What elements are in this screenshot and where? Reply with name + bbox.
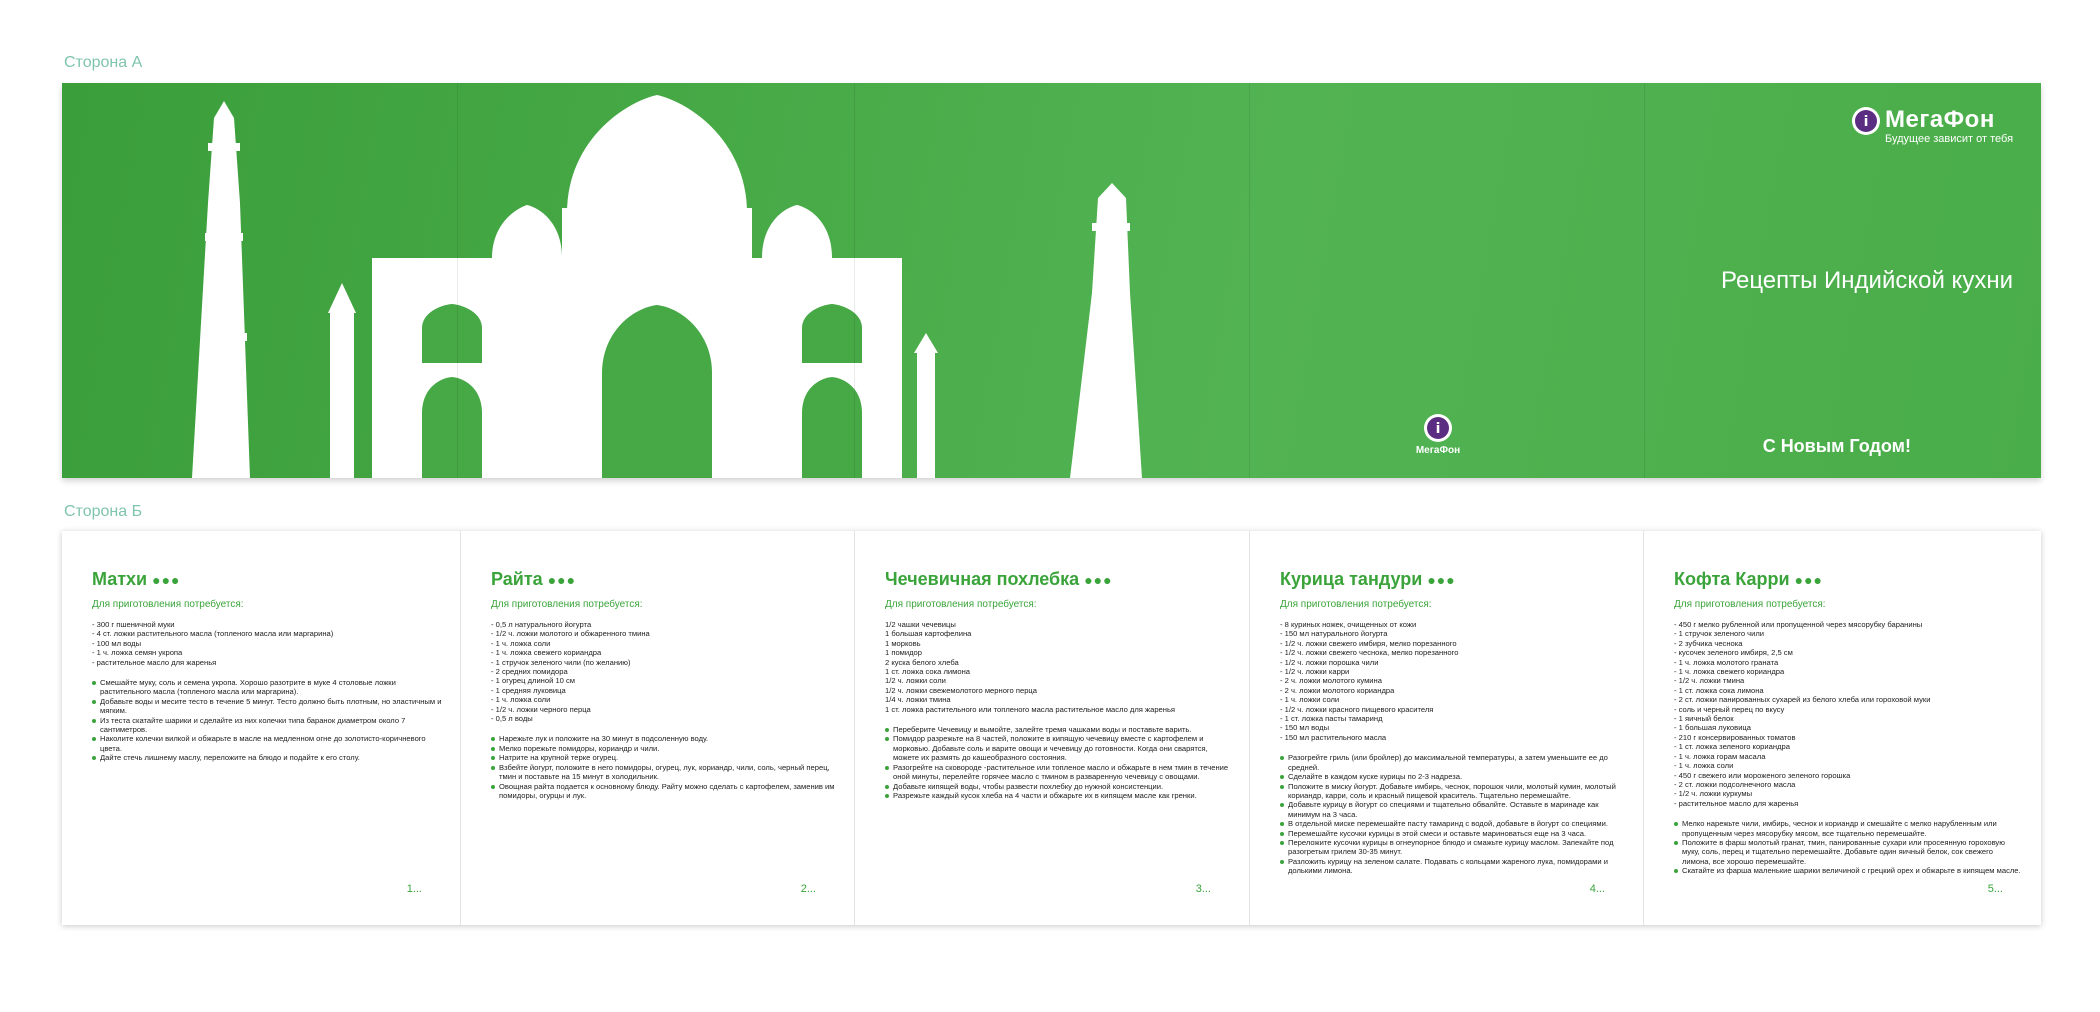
title-dots: ●●● <box>1427 572 1456 588</box>
ingredient-item: - 1 стручок зеленого чили (по желанию) <box>491 657 631 667</box>
step-item: Добавьте воды и месите тесто в течение 5 минут. Тесто должно быть плотным, но эластичным и мягким. <box>92 697 442 716</box>
ingredient-item: - 1 ч. ложка молотого граната <box>1674 657 1779 667</box>
step-item: Добавьте курицу в йогурт со специями и тщательно обвалйте. Оставьте в маринаде как минимум на 3 часа. <box>1280 800 1625 819</box>
page-number: 2... <box>800 883 816 895</box>
step-item: Разрежьте каждый кусок хлеба на 4 части и обжарьте их в кипящем масле как гренки. <box>885 791 1231 800</box>
side-b-label: Сторона Б <box>64 503 143 520</box>
ingredient-item: - 1 ч. ложка соли <box>1674 761 1734 771</box>
ingredient-item: - 1 яичный белок <box>1674 714 1734 724</box>
dome-drum <box>562 208 752 258</box>
ingredient-item: 1/2 ч. ложки свежемолотого мерного перца <box>885 685 1037 695</box>
ingredient-item: - 100 мл воды <box>92 638 142 648</box>
step-item: Переложите кусочки курицы в огнеупорное блюдо и смажьте курицу маслом. Запекайте под разогретым грилем 30-35 минут. <box>1280 838 1625 857</box>
step-item: Дайте стечь лишнему маслу, переложите на блюдо и подайте к его столу. <box>92 753 442 762</box>
brand-name: МегаФон <box>1885 106 1995 133</box>
step-item: Овощная райта подается к основному блюду. Райту можно сделать с картофелем, заменив им помидоры, огурцы и лук. <box>491 782 836 801</box>
ingredient-item: - 0,5 л воды <box>491 714 533 724</box>
ingredient-item: - растительное масло для жаренья <box>92 657 217 667</box>
ingredient-item: - 1/2 ч. ложки молотого и обжаренного тмина <box>491 629 650 639</box>
recipe-title: Курица тандури ●●● <box>1280 569 1456 589</box>
ingredients-list <box>1674 620 2023 808</box>
ingredient-item: 1 ст. ложка растительного или топленого масла растительное масло для жаренья <box>885 704 1176 714</box>
ingredient-item: - 1 большая луковица <box>1674 723 1752 733</box>
megafon-logo-icon <box>1423 413 1453 443</box>
title-dots: ●●● <box>547 572 577 588</box>
ingredient-item: 2 куска белого хлеба <box>885 657 959 667</box>
ingredient-item: - 150 мл растительного масла <box>1280 732 1387 742</box>
ingredient-item: - 1/2 ч. ложки тмина <box>1674 676 1745 686</box>
ingredient-item: - 1/2 ч. ложки свежего чеснока, мелко порезанного <box>1280 648 1459 658</box>
ingredient-item: - 300 г пшеничной муки <box>92 620 175 629</box>
ingredient-item: 1 ст. ложка сока лимона <box>885 667 971 677</box>
ingredient-item: - 8 куриных ножек, очищенных от кожи <box>1280 620 1417 629</box>
ingredient-item: - 210 г консервированных томатов <box>1674 732 1796 742</box>
step-item: Положите в миску йогурт. Добавьте имбирь, чеснок, порошок чили, молотый кумин, молотый кориандр, карри, соль и красный пищевой краситель. Тщательно перемешайте. <box>1280 782 1625 801</box>
steps-list <box>92 678 442 763</box>
brand-tagline: Будущее зависит от тебя <box>1885 133 2014 145</box>
ingredient-item: - 1 ч. ложка соли <box>491 638 551 648</box>
ingredient-item: - 1 ч. ложка горам масала <box>1674 751 1766 761</box>
steps-list <box>1674 819 2023 875</box>
page-number: 1... <box>406 883 422 895</box>
step-item: Мелко нарежьте чили, имбирь, чеснок и кориандр и смешайте с мелко нарубленным или пропущенным через мясорубку мясом, все тщательно перемешайте. <box>1674 819 2023 838</box>
step-item: Сделайте в каждом куске курицы по 2-3 надреза. <box>1280 772 1625 781</box>
brochure-side-a <box>62 83 2041 478</box>
title-dots: ●●● <box>1794 572 1823 588</box>
ingredient-item: - 4 ст. ложки растительного масла (топленого масла или маргарина) <box>92 629 334 639</box>
step-item: Мелко порежьте помидоры, кориандр и чили. <box>491 744 836 753</box>
kiosk-right <box>917 353 935 478</box>
fold-line <box>1644 83 1645 478</box>
main-dome <box>567 95 747 213</box>
ingredient-item: - 2 зубчика чеснока <box>1674 638 1743 648</box>
step-item: Добавьте кипящей воды, чтобы развести похлебку до нужной консистенции. <box>885 782 1231 791</box>
minaret-left-ring-1 <box>208 143 240 151</box>
ingredient-item: - 1 стручок зеленого чили <box>1674 629 1765 639</box>
megafon-logo-icon <box>1851 106 1881 136</box>
step-item: Смешайте муку, соль и семена укропа. Хорошо разотрите в муке 4 столовые ложки растительного масла (топленого масла или маргарина). <box>92 678 442 697</box>
step-item: Разложить курицу на зеленом салате. Подавать с кольцами жареного лука, помидорами и долькими лимона. <box>1280 857 1625 876</box>
kiosk-right-top <box>914 333 938 353</box>
kiosk-left-top <box>328 283 356 313</box>
recipe-title: Матхи ●●● <box>92 569 181 589</box>
ingredient-item: - 1 ч. ложка соли <box>491 695 551 705</box>
ingredient-item: - 150 мл натурального йогурта <box>1280 629 1388 639</box>
ingredients-heading: Для приготовления потребуется: <box>885 599 1037 610</box>
ingredients-heading: Для приготовления потребуется: <box>1280 599 1432 610</box>
fold-line <box>1249 83 1250 478</box>
title-dots: ●●● <box>152 572 181 588</box>
steps-list <box>491 734 836 800</box>
steps-list <box>1280 753 1625 875</box>
step-item: Разогрейте на сковороде -растительное или топленое масло и обжарьте в нем тмин в течение оной минуты, перелейте горячее масло с тмином в разваренную чечевицу с овощами. <box>885 763 1231 782</box>
small-dome-right <box>762 205 832 258</box>
ingredient-item: - 1 средняя луковица <box>491 685 566 695</box>
ingredient-item: - 450 г свежего или мороженого зеленого горошка <box>1674 770 1851 780</box>
step-item: Перемешайте кусочки курицы в этой смеси и оставьте мариноваться еще на 3 часа. <box>1280 829 1625 838</box>
ingredient-item: 1 помидор <box>885 648 923 658</box>
arch-left-2 <box>422 304 482 363</box>
step-item: Взбейте йогурт, положите в него помидоры, огурец, лук, кориандр, чили, соль, черный перец, тмин и поставьте на 15 минут в холодильник. <box>491 763 836 782</box>
recipe-title: Райта ●●● <box>491 569 577 589</box>
ingredients-list <box>491 620 836 723</box>
step-item: Нарежьте лук и положите на 30 минут в подсоленную воду. <box>491 734 836 743</box>
ingredient-item: - 150 мл воды <box>1280 723 1330 733</box>
main-arch <box>602 305 712 478</box>
minaret-left-ring-3 <box>201 333 247 341</box>
step-item: Натрите на крупной терке огурец. <box>491 753 836 762</box>
ingredients-list <box>92 620 442 667</box>
recipe-panel-4 <box>1250 531 1644 925</box>
svg-text:i: i <box>1435 421 1441 437</box>
minaret-right-ring <box>1092 223 1130 231</box>
ingredients-heading: Для приготовления потребуется: <box>1674 599 1826 610</box>
ingredient-item: - 1 ч. ложка свежего кориандра <box>491 648 602 658</box>
minaret-left <box>192 101 250 478</box>
steps-list <box>885 725 1231 800</box>
brochure-side-b <box>62 531 2041 925</box>
brand-logo-top <box>1851 104 2014 145</box>
cover-title: Рецепты Индийской кухни <box>1721 267 2013 294</box>
kiosk-left <box>330 313 354 478</box>
step-item: В отдельной миске перемешайте пасту тамаринд с водой, добавьте в йогурт со специями. <box>1280 819 1625 828</box>
side-a-label: Сторона А <box>64 54 143 71</box>
step-item: Положите в фарш молотый гранат, тмин, панированные сухари или просеянную гороховую муку, соль, перец и тщательно перемешайте. Добавьте один яичный белок, сок свежего лимона, все хорошо перемешайте. <box>1674 838 2023 866</box>
ingredients-list <box>885 620 1231 714</box>
recipe-panel-3 <box>855 531 1250 925</box>
recipe-panel-5 <box>1644 531 2041 925</box>
page-number: 3... <box>1195 883 1211 895</box>
ingredient-item: 1 большая картофелина <box>885 629 972 639</box>
ingredients-list <box>1280 620 1625 742</box>
small-dome-left <box>492 205 562 258</box>
ingredient-item: - 1 ч. ложка свежего кориандра <box>1674 667 1785 677</box>
recipe-panel-2 <box>461 531 855 925</box>
ingredient-item: - 1/2 ч. ложки черного перца <box>491 704 591 714</box>
step-item: Скатайте из фарша маленькие шарики величиной с грецкий орех и обжарьте в кипящем масле. <box>1674 866 2023 875</box>
step-item: Переберите Чечевицу и вымойте, залейте тремя чашками воды и поставьте варить. <box>885 725 1231 734</box>
ingredient-item: - 1 ст. ложка зеленого кориандра <box>1674 742 1790 752</box>
ingredient-item: - 2 ч. ложки молотого кориандра <box>1280 685 1395 695</box>
minaret-left-ring-2 <box>205 233 243 241</box>
ingredient-item: 1/2 чашки чечевицы <box>885 620 956 629</box>
arch-right-2 <box>802 304 862 363</box>
ingredient-item: - 2 ч. ложки молотого кумина <box>1280 676 1382 686</box>
ingredients-heading: Для приготовления потребуется: <box>491 599 643 610</box>
step-item: Наколите колечки вилкой и обжарьте в масле на медленном огне до золотисто-коричневого цвета. <box>92 734 442 753</box>
ingredient-item: - 1 ст. ложка пасты тамаринд <box>1280 714 1383 724</box>
step-item: Помидор разрежьте на 8 частей, положите в кипящую чечевицу вместе с картофелем и морковью. Добавьте соль и варите овощи и чечевицу до готовности. Когда они сварятся, можете их размять до кашеобразного состояния. <box>885 734 1231 762</box>
ingredient-item: - 1/2 ч. ложки карри <box>1280 667 1350 677</box>
ingredient-item: 1/2 ч. ложки соли <box>885 676 946 686</box>
ingredient-item: - 1 ч. ложка семян укропа <box>92 648 183 658</box>
fold-line <box>457 83 458 478</box>
arch-right-1 <box>802 377 862 478</box>
page-number: 5... <box>1987 883 2003 895</box>
ingredients-heading: Для приготовления потребуется: <box>92 599 244 610</box>
recipe-panel-1 <box>62 531 461 925</box>
ingredient-item: - растительное масло для жаренья <box>1674 798 1799 808</box>
ingredient-item: - соль и черный перец по вкусу <box>1674 704 1785 714</box>
ingredient-item: - 1/2 ч. ложки красного пищевого красителя <box>1280 704 1434 714</box>
brand-logo-back <box>1408 413 1468 463</box>
ingredient-item: - 2 средних помидора <box>491 667 568 677</box>
recipe-title: Чечевичная похлебка ●●● <box>885 569 1113 589</box>
arch-left-1 <box>422 377 482 478</box>
step-item: Из теста скатайте шарики и сделайте из них колечки типа баранок диаметром около 7 сантиметров. <box>92 716 442 735</box>
recipe-title: Кофта Карри ●●● <box>1674 569 1823 589</box>
ingredient-item: - 1/2 ч. ложки куркумы <box>1674 789 1753 799</box>
ingredient-item: - 0,5 л натурального йогурта <box>491 620 592 629</box>
ingredient-item: 1/4 ч. ложки тмина <box>885 695 951 705</box>
step-item: Разогрейте гриль (или бройлер) до максимальной температуры, а затем уменьшите ее до средней. <box>1280 753 1625 772</box>
ingredient-item: - 1 ч. ложки соли <box>1280 695 1340 705</box>
fold-line <box>854 83 855 478</box>
ingredient-item: - кусочек зеленого имбиря, 2,5 см <box>1674 648 1793 658</box>
ingredient-item: - 1/2 ч. ложки порошка чили <box>1280 657 1379 667</box>
ingredient-item: - 450 г мелко рубленной или пропущенной через мясорубку баранины <box>1674 620 1923 629</box>
ingredient-item: 1 морковь <box>885 638 921 648</box>
brand-name-small: МегаФон <box>1415 445 1461 456</box>
ingredient-item: - 2 ст. ложки панированных сухарей из белого хлеба или гороховой муки <box>1674 695 1931 705</box>
ingredient-item: - 1 ст. ложка сока лимона <box>1674 685 1764 695</box>
title-dots: ●●● <box>1084 572 1113 588</box>
svg-text:i: i <box>1863 114 1869 130</box>
page-number: 4... <box>1589 883 1605 895</box>
ingredient-item: - 1/2 ч. ложки свежего имбиря, мелко порезанного <box>1280 638 1457 648</box>
ingredient-item: - 1 огурец длиной 10 см <box>491 676 576 686</box>
ingredient-item: - 2 ст. ложки подсолнечного масла <box>1674 779 1796 789</box>
new-year-greeting: С Новым Годом! <box>1762 436 1911 456</box>
